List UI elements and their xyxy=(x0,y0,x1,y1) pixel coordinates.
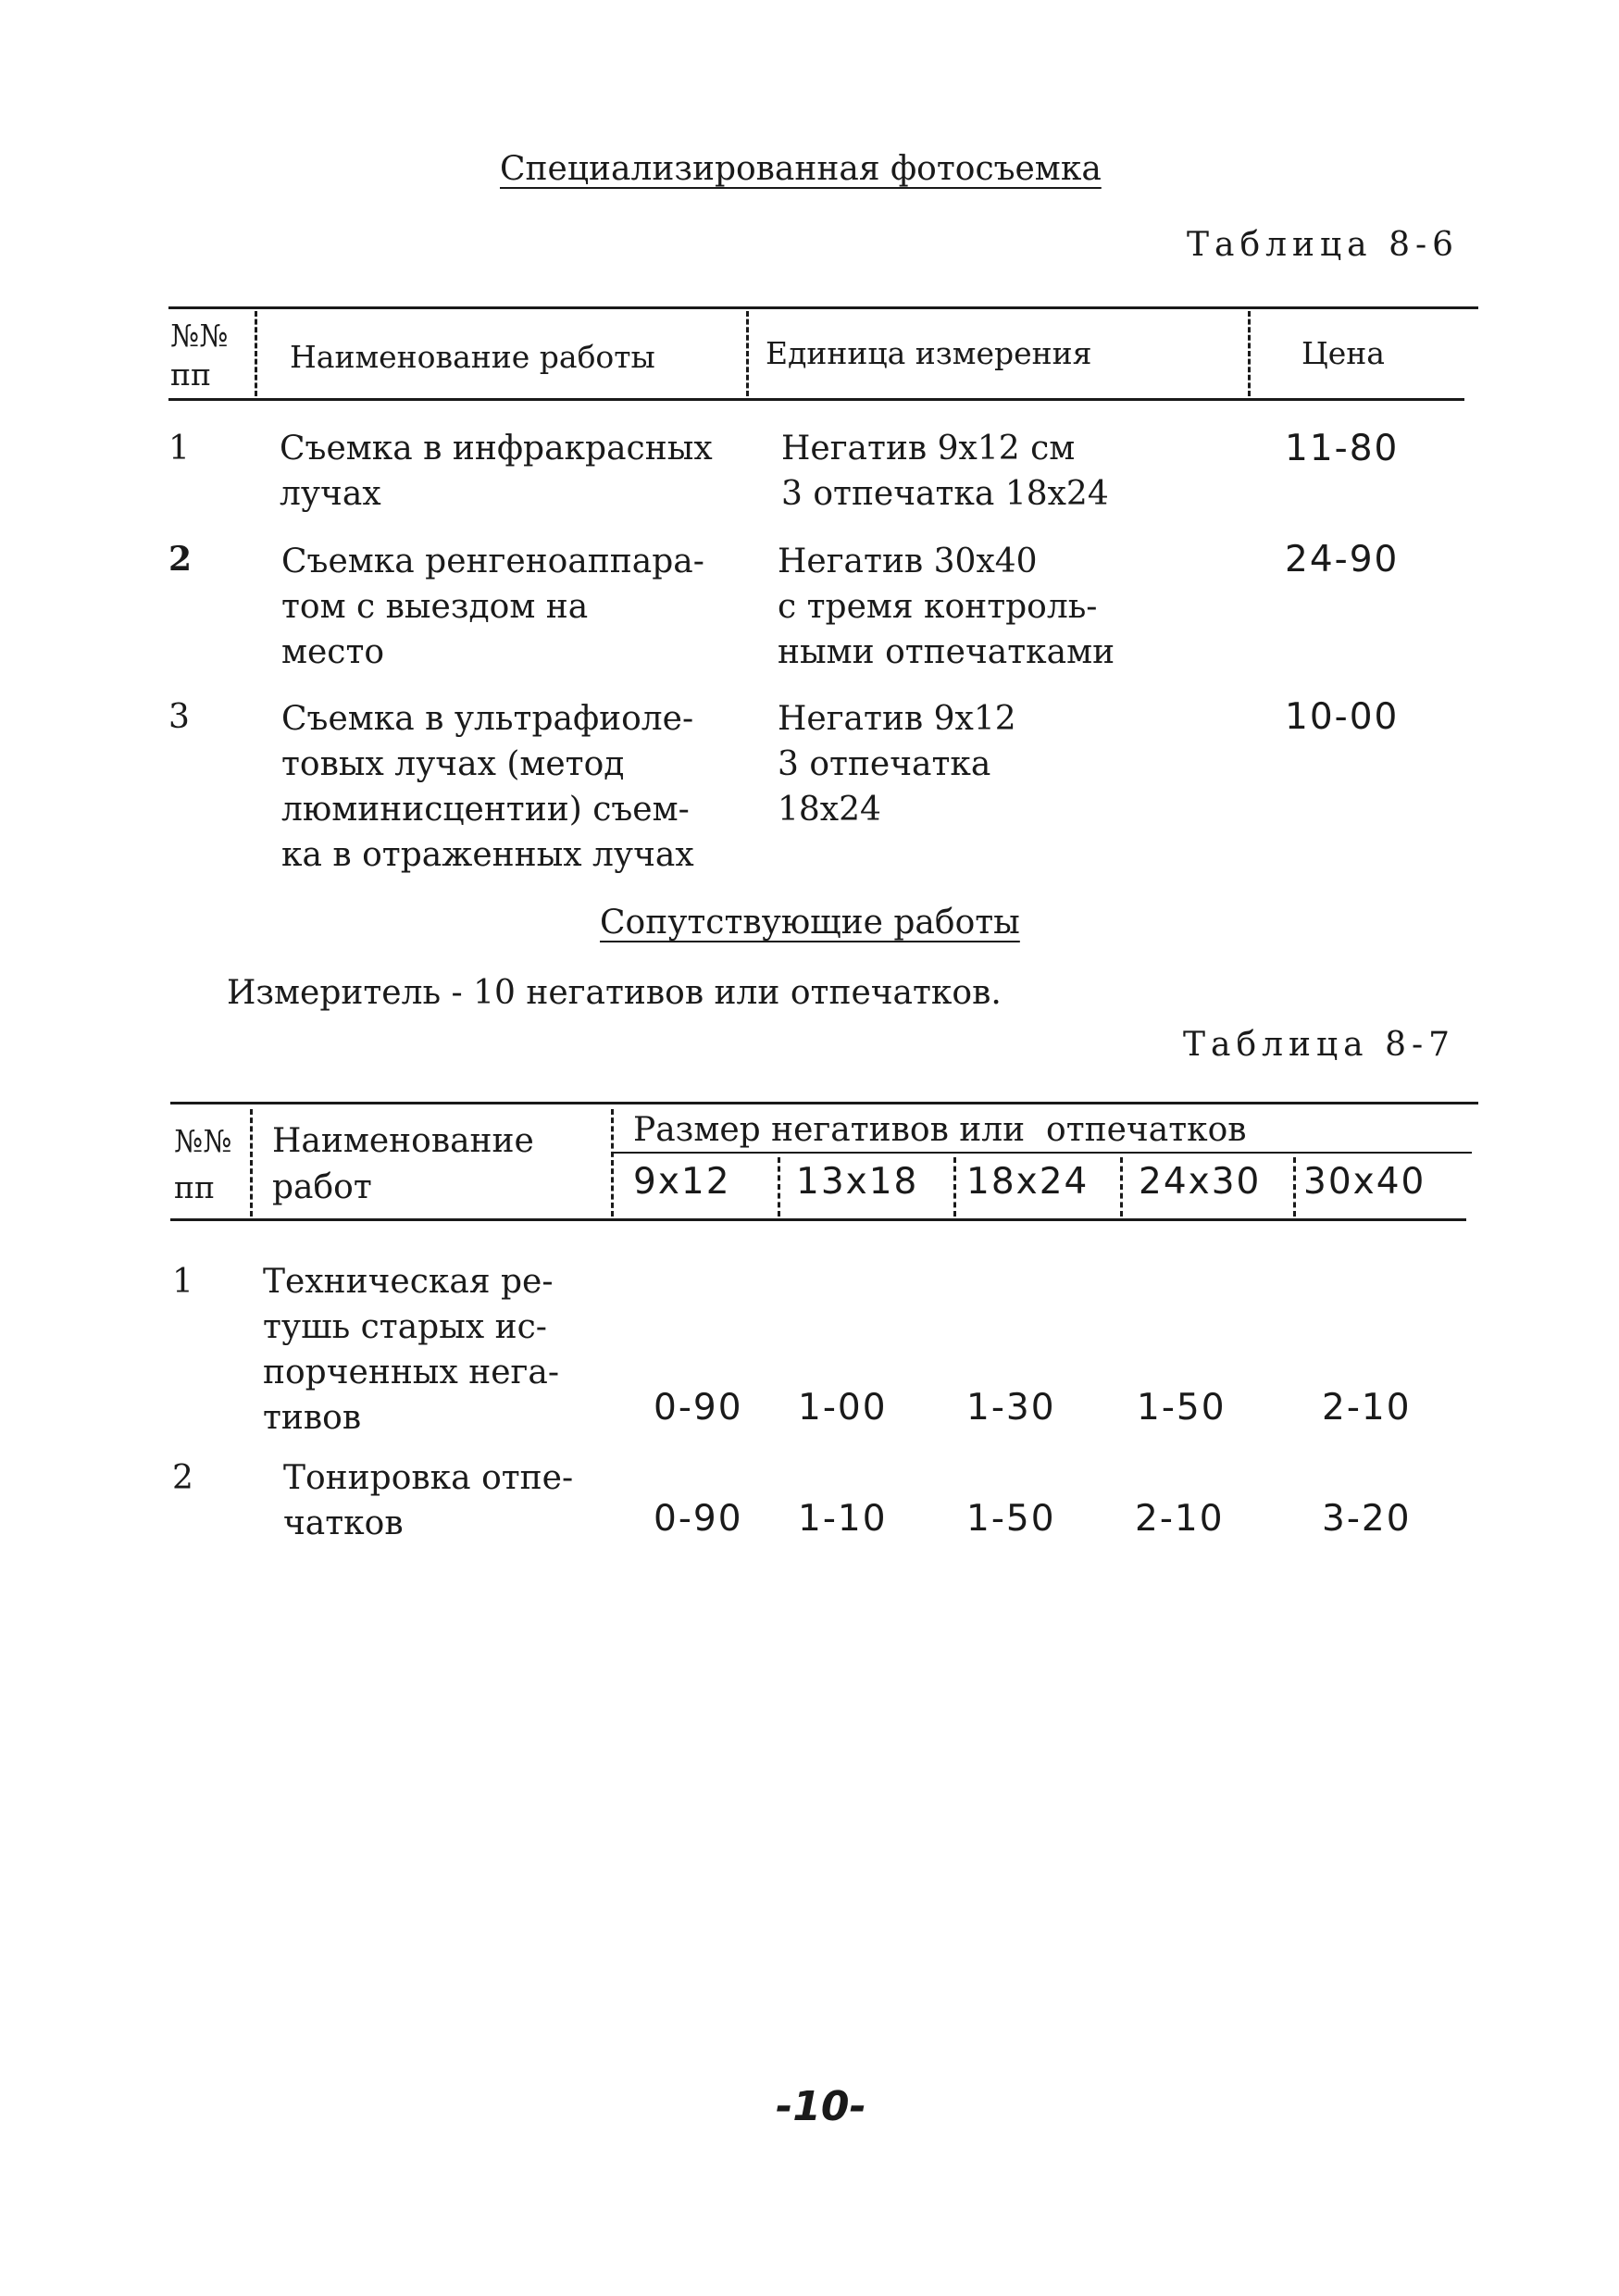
row-price: 11-80 xyxy=(1285,428,1400,469)
column-divider xyxy=(1293,1157,1296,1217)
header-price: Цена xyxy=(1301,335,1385,371)
section-title: Сопутствующие работы xyxy=(600,904,1020,942)
header-size: 13х18 xyxy=(796,1161,919,1203)
row-unit: Негатив 9х12 см 3 отпечатка 18х24 xyxy=(781,430,1109,513)
table-label: Таблица 8-7 xyxy=(1183,1026,1456,1064)
row-price: 10-00 xyxy=(1285,696,1400,738)
row-number: 2 xyxy=(168,540,193,579)
row-value: 1-00 xyxy=(798,1387,888,1429)
row-value: 2-10 xyxy=(1322,1387,1412,1429)
row-number: 1 xyxy=(168,430,190,468)
header-size: 24х30 xyxy=(1139,1161,1262,1203)
header-work-name: Наименование работ xyxy=(272,1122,534,1206)
table-header-rule xyxy=(170,1218,1466,1221)
row-work-name: Тонировка отпе- чатков xyxy=(283,1459,574,1542)
measurement-note: Измеритель - 10 негативов или отпечатков. xyxy=(227,974,1002,1012)
row-price: 24-90 xyxy=(1285,539,1400,580)
column-divider xyxy=(746,311,749,396)
header-work-name: Наименование работы xyxy=(290,339,655,375)
row-value: 0-90 xyxy=(654,1498,743,1540)
header-size: 9х12 xyxy=(633,1161,731,1203)
page-number: -10- xyxy=(776,2083,866,2130)
column-divider xyxy=(778,1157,780,1217)
header-size-group: Размер негативов или отпечатков xyxy=(633,1111,1247,1149)
row-work-name: Техническая ре- тушь старых ис- порченных нега- тивов xyxy=(263,1263,559,1437)
row-number: 3 xyxy=(168,698,190,736)
column-divider xyxy=(250,1109,253,1217)
table-header-rule xyxy=(168,398,1464,401)
row-work-name: Съемка в инфракрасных лучах xyxy=(280,430,713,513)
row-number: 2 xyxy=(172,1459,193,1497)
row-value: 0-90 xyxy=(654,1387,743,1429)
row-number: 1 xyxy=(172,1263,193,1301)
column-divider xyxy=(1120,1157,1123,1217)
table-top-rule xyxy=(170,1102,1478,1104)
row-value: 1-30 xyxy=(966,1387,1056,1429)
header-number: №№ пп xyxy=(174,1123,232,1205)
header-number: №№ пп xyxy=(170,318,229,393)
row-value: 2-10 xyxy=(1135,1498,1225,1540)
row-unit: Негатив 30х40 с тремя контроль- ными отпечатками xyxy=(778,543,1115,671)
header-size: 30х40 xyxy=(1303,1161,1426,1203)
column-divider xyxy=(255,311,257,396)
row-value: 3-20 xyxy=(1322,1498,1412,1540)
table-label: Таблица 8-6 xyxy=(1187,226,1460,264)
table-top-rule xyxy=(168,306,1478,309)
column-divider xyxy=(953,1157,956,1217)
size-group-rule xyxy=(613,1152,1472,1154)
row-unit: Негатив 9х12 3 отпечатка 18х24 xyxy=(778,700,1016,829)
section-title: Специализированная фотосъемка xyxy=(500,150,1102,188)
column-divider xyxy=(1248,311,1251,396)
row-work-name: Съемка в ультрафиоле- товых лучах (метод люминисцентии) съем- ка в отраженных лучах xyxy=(281,700,694,874)
column-divider xyxy=(611,1109,614,1217)
row-work-name: Съемка ренгеноаппара- том с выездом на место xyxy=(281,543,704,671)
header-unit: Единица измерения xyxy=(766,335,1092,371)
header-size: 18х24 xyxy=(966,1161,1090,1203)
row-value: 1-50 xyxy=(1137,1387,1227,1429)
row-value: 1-50 xyxy=(966,1498,1056,1540)
row-value: 1-10 xyxy=(798,1498,888,1540)
